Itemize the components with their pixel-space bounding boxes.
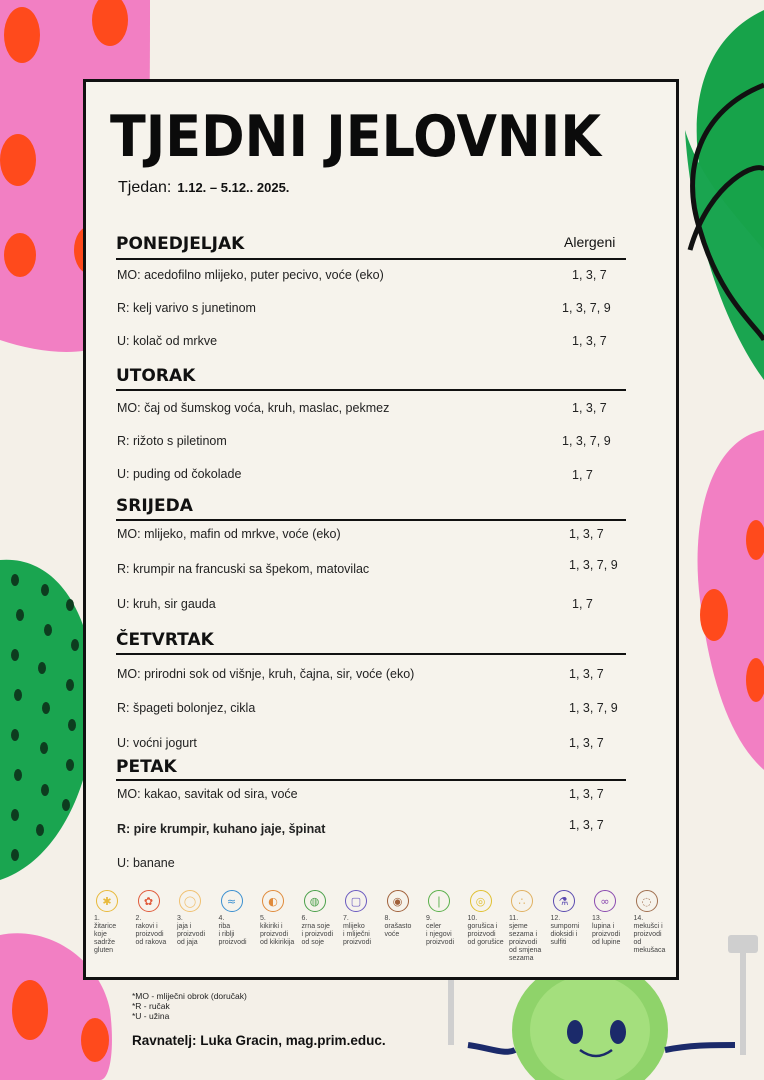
legend-item [302,890,342,947]
red-spot [12,980,48,1040]
red-spot [81,1018,109,1062]
legend-item [509,890,549,963]
red-spot [0,134,36,186]
legend-item [551,890,591,947]
milk-icon: ▢ [345,890,367,912]
allergen-codes: 1, 3, 7 [569,667,604,681]
wheat-icon: ✱ [96,890,118,912]
day-heading-friday: PETAK [116,757,177,777]
mollusc-icon: ◌ [636,890,658,912]
week-line [118,179,289,197]
meal-row: U: puding od čokolade [117,467,242,481]
allergen-legend [94,890,674,970]
note-line: *MO - mliječni obrok (doručak) [132,991,247,1001]
legend-item [634,890,674,955]
meal-row: MO: acedofilno mlijeko, puter pecivo, voće (eko) [117,268,384,282]
allergen-codes: 1, 3, 7 [569,736,604,750]
legend-text: 6. zrna soje i proizvodi od soje [301,915,334,946]
legend-item [136,890,176,947]
legend-text: 4. riba i riblji proizvodi [218,915,247,946]
allergen-codes: 1, 3, 7, 9 [562,434,611,448]
legend-item [468,890,508,947]
meal-row: R: kelj varivo s junetinom [117,301,256,315]
meal-row: MO: prirodni sok od višnje, kruh, čajna, sir, voće (eko) [117,667,415,681]
legend-text: 1. žitarice koje sadrže gluten [94,915,117,954]
allergen-codes: 1, 3, 7 [569,527,604,541]
mustard-icon: ◎ [470,890,492,912]
legend-text: 9. celer i njegovi proizvodi [426,915,455,946]
legend-item [385,890,425,939]
legend-item [260,890,300,947]
legend-text: 11. sjeme sezama i proizvodi od smjena sezama [509,915,542,962]
legend-text: 8. orašasto voće [384,915,412,938]
divider [116,258,626,260]
divider [116,519,626,521]
day-heading-thursday: ČETVRTAK [116,630,214,650]
sesame-icon: ∴ [511,890,533,912]
allergen-codes: 1, 3, 7, 9 [562,301,611,315]
abbreviation-notes [132,991,247,1021]
menu-card [83,79,679,980]
legend-item [343,890,383,947]
legend-text: 3. jaja i proizvodi od jaja [177,915,206,946]
meal-row: U: banane [117,856,175,870]
legend-text: 10. gorušica i proizvodi od gorušice [467,915,504,946]
meal-row: R: rižoto s piletinom [117,434,227,448]
peanut-icon: ◐ [262,890,284,912]
allergens-header: Alergeni [564,234,616,250]
green-dotted-blob [0,560,95,880]
week-value: 1.12. – 5.12.. 2025. [177,180,290,195]
legend-item [592,890,632,947]
legend-item [177,890,217,947]
crab-icon: ✿ [138,890,160,912]
meal-row: R: špageti bolonjez, cikla [117,701,256,715]
fish-icon: ≈ [221,890,243,912]
meal-row: MO: mlijeko, mafin od mrkve, voće (eko) [117,527,341,541]
meal-row: R: pire krumpir, kuhano jaje, špinat [117,822,326,836]
meal-row: MO: kakao, savitak od sira, voće [117,787,298,801]
legend-text: 12. sumporni dioksidi i sulfiti [550,915,580,946]
legend-text: 14. mekušci i proizvodi od mekušaca [633,915,666,954]
allergen-codes: 1, 7 [572,597,593,611]
meal-row: MO: čaj od šumskog voća, kruh, maslac, pekmez [117,401,390,415]
nut-icon: ◉ [387,890,409,912]
meal-row: U: kruh, sir gauda [117,597,216,611]
allergen-codes: 1, 3, 7 [569,787,604,801]
allergen-codes: 1, 3, 7 [572,401,607,415]
divider [116,779,626,781]
allergen-codes: 1, 3, 7 [572,334,607,348]
note-line: *R - ručak [132,1001,170,1011]
meal-row: U: kolač od mrkve [117,334,218,348]
celery-icon: ❘ [428,890,450,912]
divider [116,653,626,655]
legend-text: 7. mlijeko i mliječni proizvodi [343,915,372,946]
red-spot [4,233,36,277]
egg-icon: ◯ [179,890,201,912]
lupin-icon: ∞ [594,890,616,912]
red-spot [700,589,728,641]
week-label: Tjedan: [118,179,172,196]
legend-text: 5. kikiriki i proizvodi od kikirikija [260,915,295,946]
allergen-codes: 1, 3, 7 [569,818,604,832]
allergen-codes: 1, 7 [572,468,593,482]
legend-item [94,890,134,955]
legend-item [426,890,466,947]
legend-text: 13. lupina i proizvodi od lupine [592,915,621,946]
note-line: *U - užina [132,1011,170,1021]
day-heading-tuesday: UTORAK [116,366,196,386]
allergen-codes: 1, 3, 7, 9 [569,558,618,572]
sulfite-icon: ⚗ [553,890,575,912]
divider [116,389,626,391]
day-heading-wednesday: SRIJEDA [116,496,193,516]
day-heading-monday: PONEDJELJAK [116,234,245,254]
page-title: TJEDNI JELOVNIK [110,104,601,170]
allergen-codes: 1, 3, 7 [572,268,607,282]
meal-row: U: voćni jogurt [117,736,197,750]
legend-item [219,890,259,947]
red-spot [4,7,40,63]
director-signature-line: Ravnatelj: Luka Gracin, mag.prim.educ. [132,1033,386,1048]
soy-icon: ◍ [304,890,326,912]
legend-text: 2. rakovi i proizvodi od rakova [135,915,167,946]
allergen-codes: 1, 3, 7, 9 [569,701,618,715]
meal-row: R: krumpir na francuski sa špekom, matovilac [117,562,370,576]
